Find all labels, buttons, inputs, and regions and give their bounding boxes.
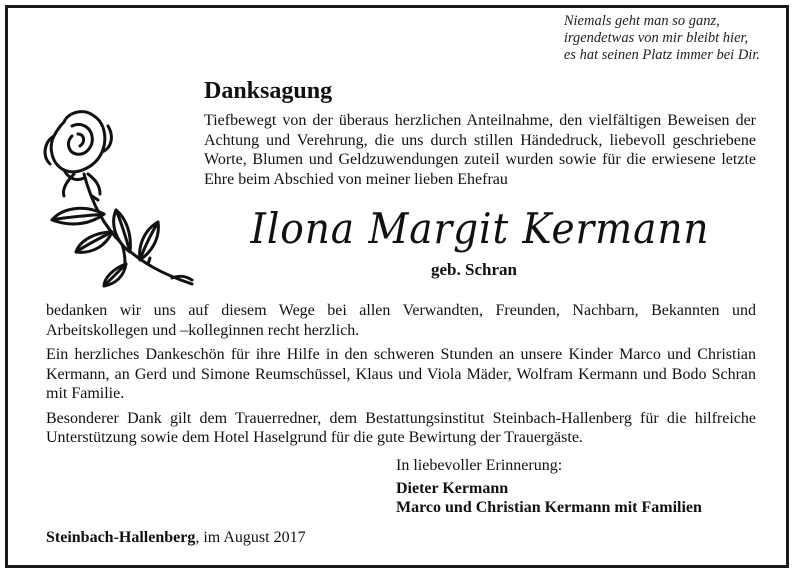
intro-text: Tiefbewegt von der überaus herzlichen Anteilnahme, den vielfältigen Beweisen der Achtung und Verehrung, die uns durch stillen Händedruck, liebevoll geschriebene Worte, Blumen und Geldzuwendungen zuteil wurden sowie für die erwiesene letzte Ehre beim Abschied von meiner lieben Ehefrau xyxy=(204,112,756,188)
motto-poem xyxy=(564,13,760,64)
signers xyxy=(396,479,702,518)
closing-block xyxy=(396,456,702,518)
motto-line: irgendetwas von mir bleibt hier, xyxy=(563,30,749,46)
place-date xyxy=(46,529,306,547)
signer-name: Dieter Kermann xyxy=(396,479,509,497)
signer-name: Marco und Christian Kermann mit Familien xyxy=(396,499,702,516)
motto-line: es hat seinen Platz immer bei Dir. xyxy=(563,47,760,63)
body-paragraph: Besonderer Dank gilt dem Trauerredner, dem Bestattungsinstitut Steinbach-Hallenberg für die hilfreiche Unterstützung sowie dem Hotel Haselgrund für die gute Bewirtung der Trauergäste. xyxy=(46,409,756,446)
date-text: , im August 2017 xyxy=(195,529,306,546)
deceased-name: Ilona Margit Kermann xyxy=(250,204,710,253)
notice-heading: Danksagung xyxy=(204,78,333,104)
motto-line: Niemals geht man so ganz, xyxy=(563,13,720,29)
body-paragraph: Ein herzliches Dankeschön für ihre Hilfe in den schweren Stunden an unsere Kinder Marco und Christian Kermann, an Gerd und Simone Reumschüssel, Klaus und Viola Mäder, Wolfram Kermann und Bodo Schran mit Familie. xyxy=(46,346,756,402)
place-name: Steinbach-Hallenberg xyxy=(46,529,196,546)
closing-phrase: In liebevoller Erinnerung: xyxy=(396,457,563,474)
notice-body xyxy=(46,301,756,453)
body-paragraph: bedanken wir uns auf diesem Wege bei allen Verwandten, Freunden, Nachbarn, Bekannten und Arbeitskollegen und –kolleginnen recht herzlich. xyxy=(46,302,756,339)
maiden-name: geb. Schran xyxy=(431,260,517,279)
